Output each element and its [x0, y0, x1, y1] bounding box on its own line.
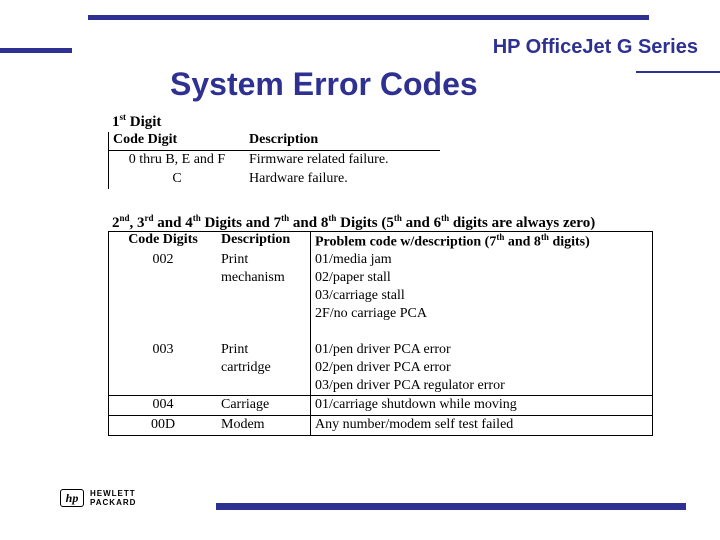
- code-cell: 00D: [109, 415, 218, 435]
- code-cell: 0 thru B, E and F: [109, 151, 246, 171]
- top-accent-bar: [88, 15, 649, 20]
- problem-cell: 01/media jam 02/paper stall 03/carriage stall 2F/no carriage PCA: [311, 251, 653, 341]
- other-digits-heading: 2nd, 3rd and 4th Digits and 7th and 8th Digits (5th and 6th digits are always zero): [112, 213, 596, 231]
- code-cell: 004: [109, 395, 218, 415]
- logo-text: HEWLETT PACKARD: [90, 489, 137, 507]
- description-cell: Firmware related failure.: [249, 152, 389, 167]
- code-cell: C: [109, 170, 246, 189]
- table-row: [109, 415, 653, 435]
- column-header: Problem code w/description (7th and 8th digits): [311, 232, 653, 251]
- problem-cell: Any number/modem self test failed: [311, 415, 653, 435]
- first-digit-heading: 1st Digit: [112, 112, 162, 130]
- description-cell: Carriage: [217, 395, 311, 415]
- table-row: [109, 170, 441, 189]
- series-name: HP OfficeJet G Series: [492, 36, 698, 58]
- problem-cell: 01/pen driver PCA error 02/pen driver PCA error 03/pen driver PCA regulator error: [311, 341, 653, 396]
- description-cell: Hardware failure.: [249, 171, 348, 186]
- description-cell: Print cartridge: [221, 341, 271, 375]
- code-cell: 002: [152, 251, 174, 267]
- table-row: [109, 251, 653, 341]
- hewlett-packard-logo: [60, 489, 136, 507]
- left-accent-bar: [0, 48, 72, 53]
- first-digit-table: [108, 132, 440, 189]
- error-code-table: [108, 231, 653, 436]
- page-title: System Error Codes: [170, 66, 478, 102]
- description-cell: Modem: [217, 415, 311, 435]
- column-header: Description: [221, 232, 291, 247]
- problem-cell: 01/carriage shutdown while moving: [311, 395, 653, 415]
- hp-logo-icon: hp: [60, 489, 84, 507]
- column-header: Code Digits: [128, 232, 198, 247]
- description-cell: Print mechanism: [221, 251, 285, 285]
- table-row: [109, 151, 441, 171]
- column-header: Description: [245, 132, 440, 151]
- right-accent-line: [636, 71, 720, 73]
- table-row: [109, 395, 653, 415]
- code-cell: 003: [152, 341, 174, 357]
- table-row: [109, 341, 653, 396]
- bottom-accent-bar: [216, 503, 686, 510]
- column-header: Code Digit: [109, 132, 246, 151]
